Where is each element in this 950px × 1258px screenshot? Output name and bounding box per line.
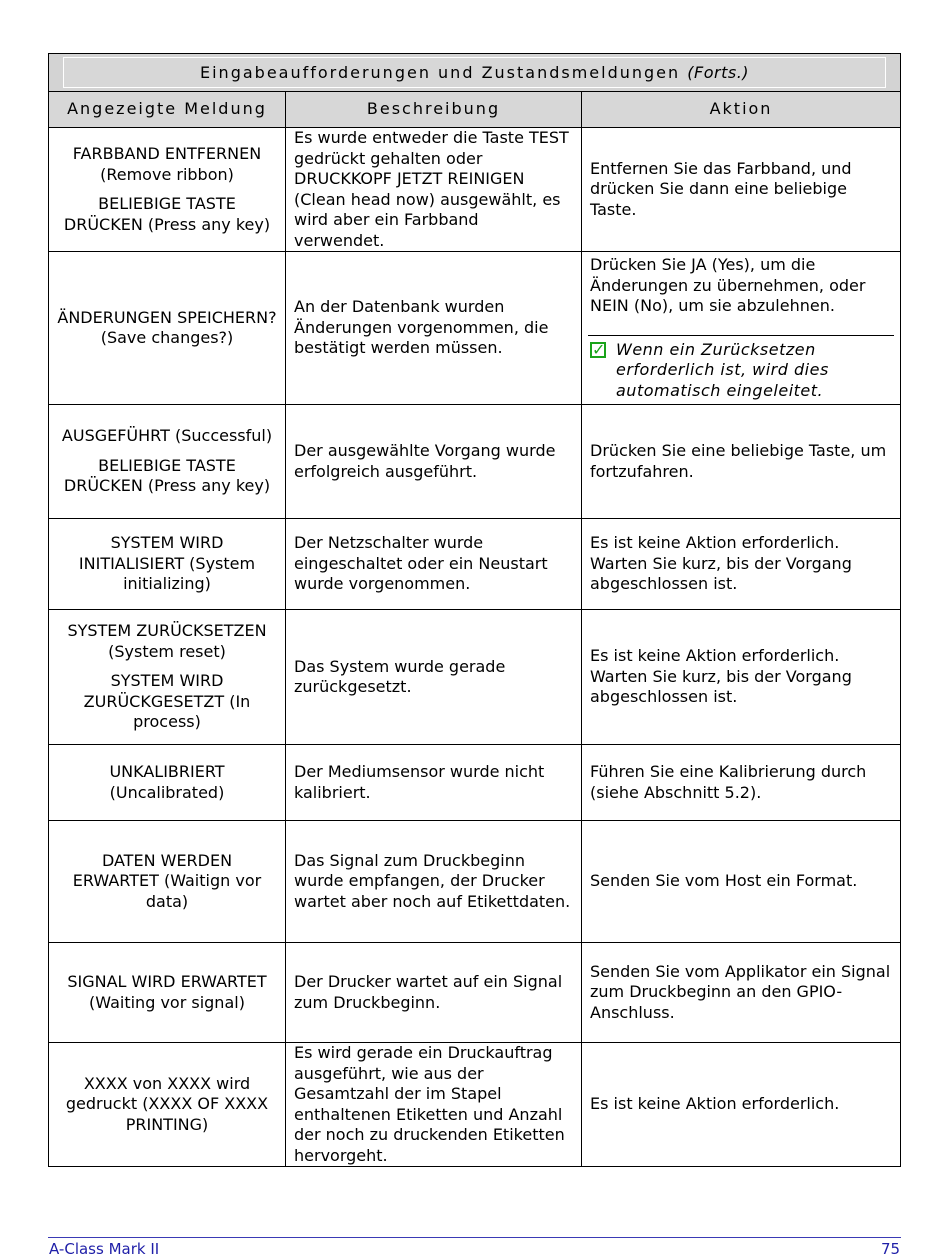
table-title: Eingabeaufforderungen und Zustandsmeldungen bbox=[200, 63, 681, 82]
action-cell: Drücken Sie eine beliebige Taste, um fortzufahren. bbox=[582, 405, 901, 519]
table-title-row bbox=[49, 54, 901, 92]
description-cell: Das System wurde gerade zurückgesetzt. bbox=[286, 610, 582, 745]
description-cell: An der Datenbank wurden Änderungen vorgenommen, die bestätigt werden müssen. bbox=[286, 252, 582, 405]
message-text: SYSTEM WIRD ZURÜCKGESETZT (In process) bbox=[83, 671, 251, 732]
table-row bbox=[49, 745, 901, 821]
action-cell: Senden Sie vom Host ein Format. bbox=[582, 821, 901, 943]
description-cell: Es wird gerade ein Druckauftrag ausgeführt, wie aus der Gesamtzahl der im Stapel enthaltenen Etiketten und Anzahl der noch zu druckenden Etiketten hervorgeht. bbox=[286, 1043, 582, 1167]
column-header-action: Aktion bbox=[582, 92, 901, 128]
table-row bbox=[49, 943, 901, 1043]
checkmark-icon: ✓ bbox=[592, 339, 606, 359]
column-header-message: Angezeigte Meldung bbox=[49, 92, 286, 128]
message-text: AUSGEFÜHRT (Successful) bbox=[61, 426, 273, 446]
footer-page-number: 75 bbox=[881, 1240, 901, 1258]
note-block bbox=[588, 335, 894, 402]
table-row bbox=[49, 128, 901, 252]
footer-product-name: A-Class Mark II bbox=[49, 1240, 160, 1258]
message-text: FARBBAND ENTFERNEN (Remove ribbon) bbox=[72, 144, 262, 184]
message-text: BELIEBIGE TASTE DRÜCKEN (Press any key) bbox=[63, 455, 271, 496]
action-text: Drücken Sie JA (Yes), um die Änderungen zu übernehmen, oder NEIN (No), um sie abzulehnen. bbox=[590, 255, 866, 315]
action-cell: Es ist keine Aktion erforderlich. Warten Sie kurz, bis der Vorgang abgeschlossen ist. bbox=[582, 610, 901, 745]
action-cell: Es ist keine Aktion erforderlich. bbox=[582, 1043, 901, 1167]
column-header-description: Beschreibung bbox=[286, 92, 582, 128]
message-text: ÄNDERUNGEN SPEICHERN? (Save changes?) bbox=[57, 307, 277, 347]
description-cell: Der Mediumsensor wurde nicht kalibriert. bbox=[286, 745, 582, 821]
message-text: SYSTEM ZURÜCKSETZEN (System reset) bbox=[67, 621, 267, 661]
message-cell bbox=[49, 610, 286, 745]
table-row bbox=[49, 610, 901, 745]
action-cell: Senden Sie vom Applikator ein Signal zum Druckbeginn an den GPIO-Anschluss. bbox=[582, 943, 901, 1043]
table-row bbox=[49, 405, 901, 519]
table-title-cell bbox=[49, 54, 901, 92]
description-cell: Es wurde entweder die Taste TEST gedrückt gehalten oder DRUCKKOPF JETZT REINIGEN (Clean head now) ausgewählt, es wird aber ein Farbband verwendet. bbox=[286, 128, 582, 252]
message-cell bbox=[49, 943, 286, 1043]
message-text: SIGNAL WIRD ERWARTET (Waiting vor signal) bbox=[67, 972, 267, 1012]
action-cell: Entfernen Sie das Farbband, und drücken Sie dann eine beliebige Taste. bbox=[582, 128, 901, 252]
message-cell bbox=[49, 1043, 286, 1167]
message-cell bbox=[49, 821, 286, 943]
action-cell bbox=[582, 252, 901, 405]
message-text: DATEN WERDEN ERWARTET (Waitign vor data) bbox=[72, 850, 262, 911]
message-text: UNKALIBRIERT (Uncalibrated) bbox=[109, 762, 225, 802]
message-cell bbox=[49, 519, 286, 610]
description-cell: Der ausgewählte Vorgang wurde erfolgreich ausgeführt. bbox=[286, 405, 582, 519]
description-cell: Der Netzschalter wurde eingeschaltet oder ein Neustart wurde vorgenommen. bbox=[286, 519, 582, 610]
action-cell: Es ist keine Aktion erforderlich. Warten Sie kurz, bis der Vorgang abgeschlossen ist. bbox=[582, 519, 901, 610]
table-title-suffix: (Forts.) bbox=[687, 63, 750, 82]
message-text: XXXX von XXXX wird gedruckt (XXXX OF XXXX PRINTING) bbox=[65, 1073, 269, 1134]
footer-divider bbox=[48, 1237, 901, 1238]
message-cell bbox=[49, 128, 286, 252]
message-cell bbox=[49, 745, 286, 821]
note-text: Wenn ein Zurücksetzen erforderlich ist, wird dies automatisch eingeleitet. bbox=[616, 339, 829, 400]
table-row bbox=[49, 821, 901, 943]
message-cell bbox=[49, 252, 286, 405]
message-text: BELIEBIGE TASTE DRÜCKEN (Press any key) bbox=[63, 194, 271, 234]
action-cell: Führen Sie eine Kalibrierung durch (siehe Abschnitt 5.2). bbox=[582, 745, 901, 821]
status-message-table bbox=[48, 53, 901, 1167]
table-row bbox=[49, 519, 901, 610]
message-cell bbox=[49, 405, 286, 519]
message-text: SYSTEM WIRD INITIALISIERT (System initializing) bbox=[78, 533, 256, 594]
table-row bbox=[49, 1043, 901, 1167]
table-row bbox=[49, 252, 901, 405]
description-cell: Der Drucker wartet auf ein Signal zum Druckbeginn. bbox=[286, 943, 582, 1043]
table-header-row bbox=[49, 92, 901, 128]
description-cell: Das Signal zum Druckbeginn wurde empfangen, der Drucker wartet aber noch auf Etikettdaten. bbox=[286, 821, 582, 943]
